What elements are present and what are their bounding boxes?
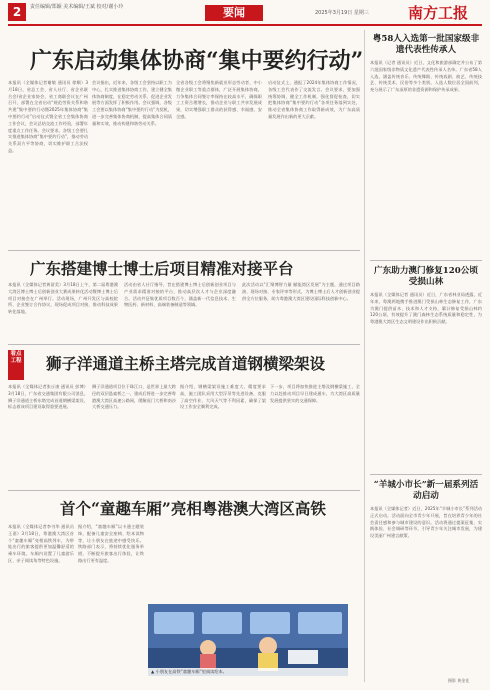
article4-col1: 本报讯（全媒体记者李书华 通讯员 王嘉）3月18日，粤港澳大湾区首个“童趣车厢”亮相高铁列车，为带娃出行的旅客提供更加温馨舒适的乘车环境。车厢内设置了儿童游乐区、亲子阅读角等特色设施。 bbox=[8, 524, 74, 563]
article3-col1: 本报讯（全媒体记者张丘康 通讯员 彭博）3月18日，广东省交通集团有限公司消息，狮子洋通道主桥东塔完成首道钢横梁架设，标志着该项目建设取得重要进展。 bbox=[8, 384, 88, 410]
issue-date: 2025年3月19日 星期三 bbox=[315, 10, 369, 16]
sidebar-story3-body: 本报讯（全媒体记者）近日，2025年“羊城小市长”系列活动正式启动。活动面向全市青少年开展，旨在培养青少年的社会责任感和参与城市建设的意识。活动将通过提案征集、实践体验、社会调研等环节，引导青少年关注城市发展，为建设美丽广州建言献策。 bbox=[370, 506, 482, 539]
column-divider bbox=[364, 30, 365, 682]
page-number: 2 bbox=[8, 3, 26, 21]
headline-2: 广东搭建博士博士后项目精准对接平台 bbox=[30, 259, 294, 278]
sidebar-headline-3: “羊城小市长”新一届系列活动启动 bbox=[373, 480, 479, 501]
article2-col2: 活动由省人社厅指导，旨在搭建博士博士后创新创业项目与产业需求精准对接的平台，推动高层次人才与企业深度融合。活动共征集优质项目数百个，涵盖新一代信息技术、生物医药、新材料、高端装备制造等领域。 bbox=[124, 282, 236, 308]
article2-col3: 此次活动以“汇聚博智力量 赋能湾区发展”为主题，通过项目路演、现场对接、专家评审等形式，为博士博士后人才创新创业提供全方位服务，助力粤港澳大湾区建设国际科技创新中心。 bbox=[242, 282, 360, 301]
sidebar-headline-1: 粤58人入选第一批国家级非遗代表性传承人 bbox=[372, 34, 480, 55]
divider bbox=[370, 474, 482, 475]
divider bbox=[8, 490, 360, 491]
news-photo bbox=[148, 604, 348, 676]
headline-1: 广东启动集体协商“集中要约行动” bbox=[30, 48, 364, 74]
sidebar-headline-2: 广东助力澳门修复120公顷受损山林 bbox=[374, 266, 478, 287]
section-badge: 看点 工程 bbox=[8, 350, 24, 380]
headline-4: 首个“童趣车厢”亮相粤港澳大湾区高铁 bbox=[60, 499, 326, 518]
article3-col2: 狮子洋通道项目位于珠江口，是世界上最大跨径的双层悬索桥之一，建成后将进一步完善粤港澳大湾区高速公路网，缓解虎门大桥和南沙大桥交通压力。 bbox=[92, 384, 176, 410]
photo-caption: ▲ 小朋友在高铁“童趣车厢”里阅读绘本。 bbox=[148, 668, 348, 676]
section-label: 要闻 bbox=[205, 5, 263, 21]
editor-credits: 责任编辑/郑颖 美术编辑/王斌 校对/谢小玲 bbox=[30, 4, 124, 10]
train-interior-illustration bbox=[148, 604, 348, 676]
article1-col3: 全省各级工会将聚焦新就业形态劳动者、中小微企业职工等重点群体，广泛开展集体协商，力争集体合同签订率保持在较高水平，确保职工工资合理增长，推动企业与职工共享发展成果，切实增强职工群众的获得感、幸福感、安全感。 bbox=[176, 80, 262, 119]
article3-col4: 下一步，项目将加快推进主塔及钢横梁施工，全力以赴推动项目早日建成通车，为大湾区高质量发展提供坚实的交通保障。 bbox=[270, 384, 360, 403]
article1-col2: 会议指出，近年来，各级工会坚持以职工为中心，扎实推进集体协商工作，建立健全集体协商制度，在稳定劳动关系、促进企业发展等方面发挥了积极作用。会议强调，各级工会要以集体协商“集中要约行动”为契机，进一步完善集体协商机制，提高集体合同质量和实效，推动构建和谐劳动关系。 bbox=[92, 80, 172, 126]
page-header bbox=[0, 0, 490, 26]
photo-credit: 摄影 黄金花 bbox=[448, 678, 470, 683]
article4-col2: 据介绍，“童趣车厢”以卡通主题装饰，配备儿童安全座椅、绘本读物等，让小朋友在旅途中感受快乐。铁路部门表示，将持续优化服务举措，不断提升旅客出行体验，让铁路出行更有温度。 bbox=[78, 524, 144, 563]
article2-col1: 本报讯（全媒体记者黄留美）3月18日上午，第二届粤港澳大湾区博士博士后创新创业大赛成果转化活动暨博士博士后项目对接会在广州举行。活动现场，广州开发区与高校院所、企业签订合作协议，现场促成项目对接，推动科技成果转化落地。 bbox=[8, 282, 118, 315]
divider bbox=[8, 344, 360, 345]
sidebar-story1-body: 本报讯（记者 通讯员）近日，文化和旅游部确定并公布了第六批国家级非物质文化遗产代表性传承人名单。广东省58人入选，涵盖传统音乐、传统舞蹈、传统戏剧、曲艺、传统技艺、传统美术、民俗等多个类别。入选人数位居全国前列，充分展示了广东深厚的非遗资源和保护传承成果。 bbox=[370, 60, 482, 93]
article3-col3: 据介绍，钢横梁架设施工难度大、精度要求高，施工团队采用大型浮吊等先进设备，克服了高空作业、大风天气等不利因素，确保了架设工作安全顺利完成。 bbox=[180, 384, 266, 410]
masthead-logo: 南方工报 bbox=[408, 4, 469, 22]
divider bbox=[370, 260, 482, 261]
headline-3: 狮子洋通道主桥主塔完成首道钢横梁架设 bbox=[46, 354, 326, 373]
article1-col4: 启动仪式上，通报了2024年集体协商工作情况，各级工会代表作了交流发言。会议要求，要加强统筹协调，健全工作机制，强化督促检查，切实把集体协商“集中要约行动”各项任务落到实处，推动全省集体协商工作取得新成效，为广东高质量发展作出新的更大贡献。 bbox=[268, 80, 360, 119]
divider bbox=[8, 250, 360, 251]
header-rule bbox=[8, 24, 482, 26]
sidebar-story2-body: 本报讯（全媒体记者 通讯员）近日，广东省林业局透露，近年来，粤澳两地携手推进澳门受损山林生态修复工作，广东为澳门提供苗木、技术和人才支持，累计修复受损山林约120公顷，有效提升了澳门森林生态系统质量和稳定性，为粤港澳大湾区生态文明建设作出积极贡献。 bbox=[370, 292, 482, 325]
article1-col1: 本报讯（全媒体记者谢敏 通讯员 徐顺）3月18日，省总工会、省人社厅、省企业联合会/省企业家协会、省工商联会议在广州召开，部署在全省启动“规范劳资关系和谐共建”集中要约行动暨2025年集体协商“集中要约行动”启动仪式暨全省工会集体协商工作会议，会议总结交流工作经验，部署年度重点工作任务。会议要求，各级工会要扎实推进集体协商“集中要约行动”，推动劳动关系双方平等协商，切实维护职工合法权益。 bbox=[8, 80, 88, 153]
